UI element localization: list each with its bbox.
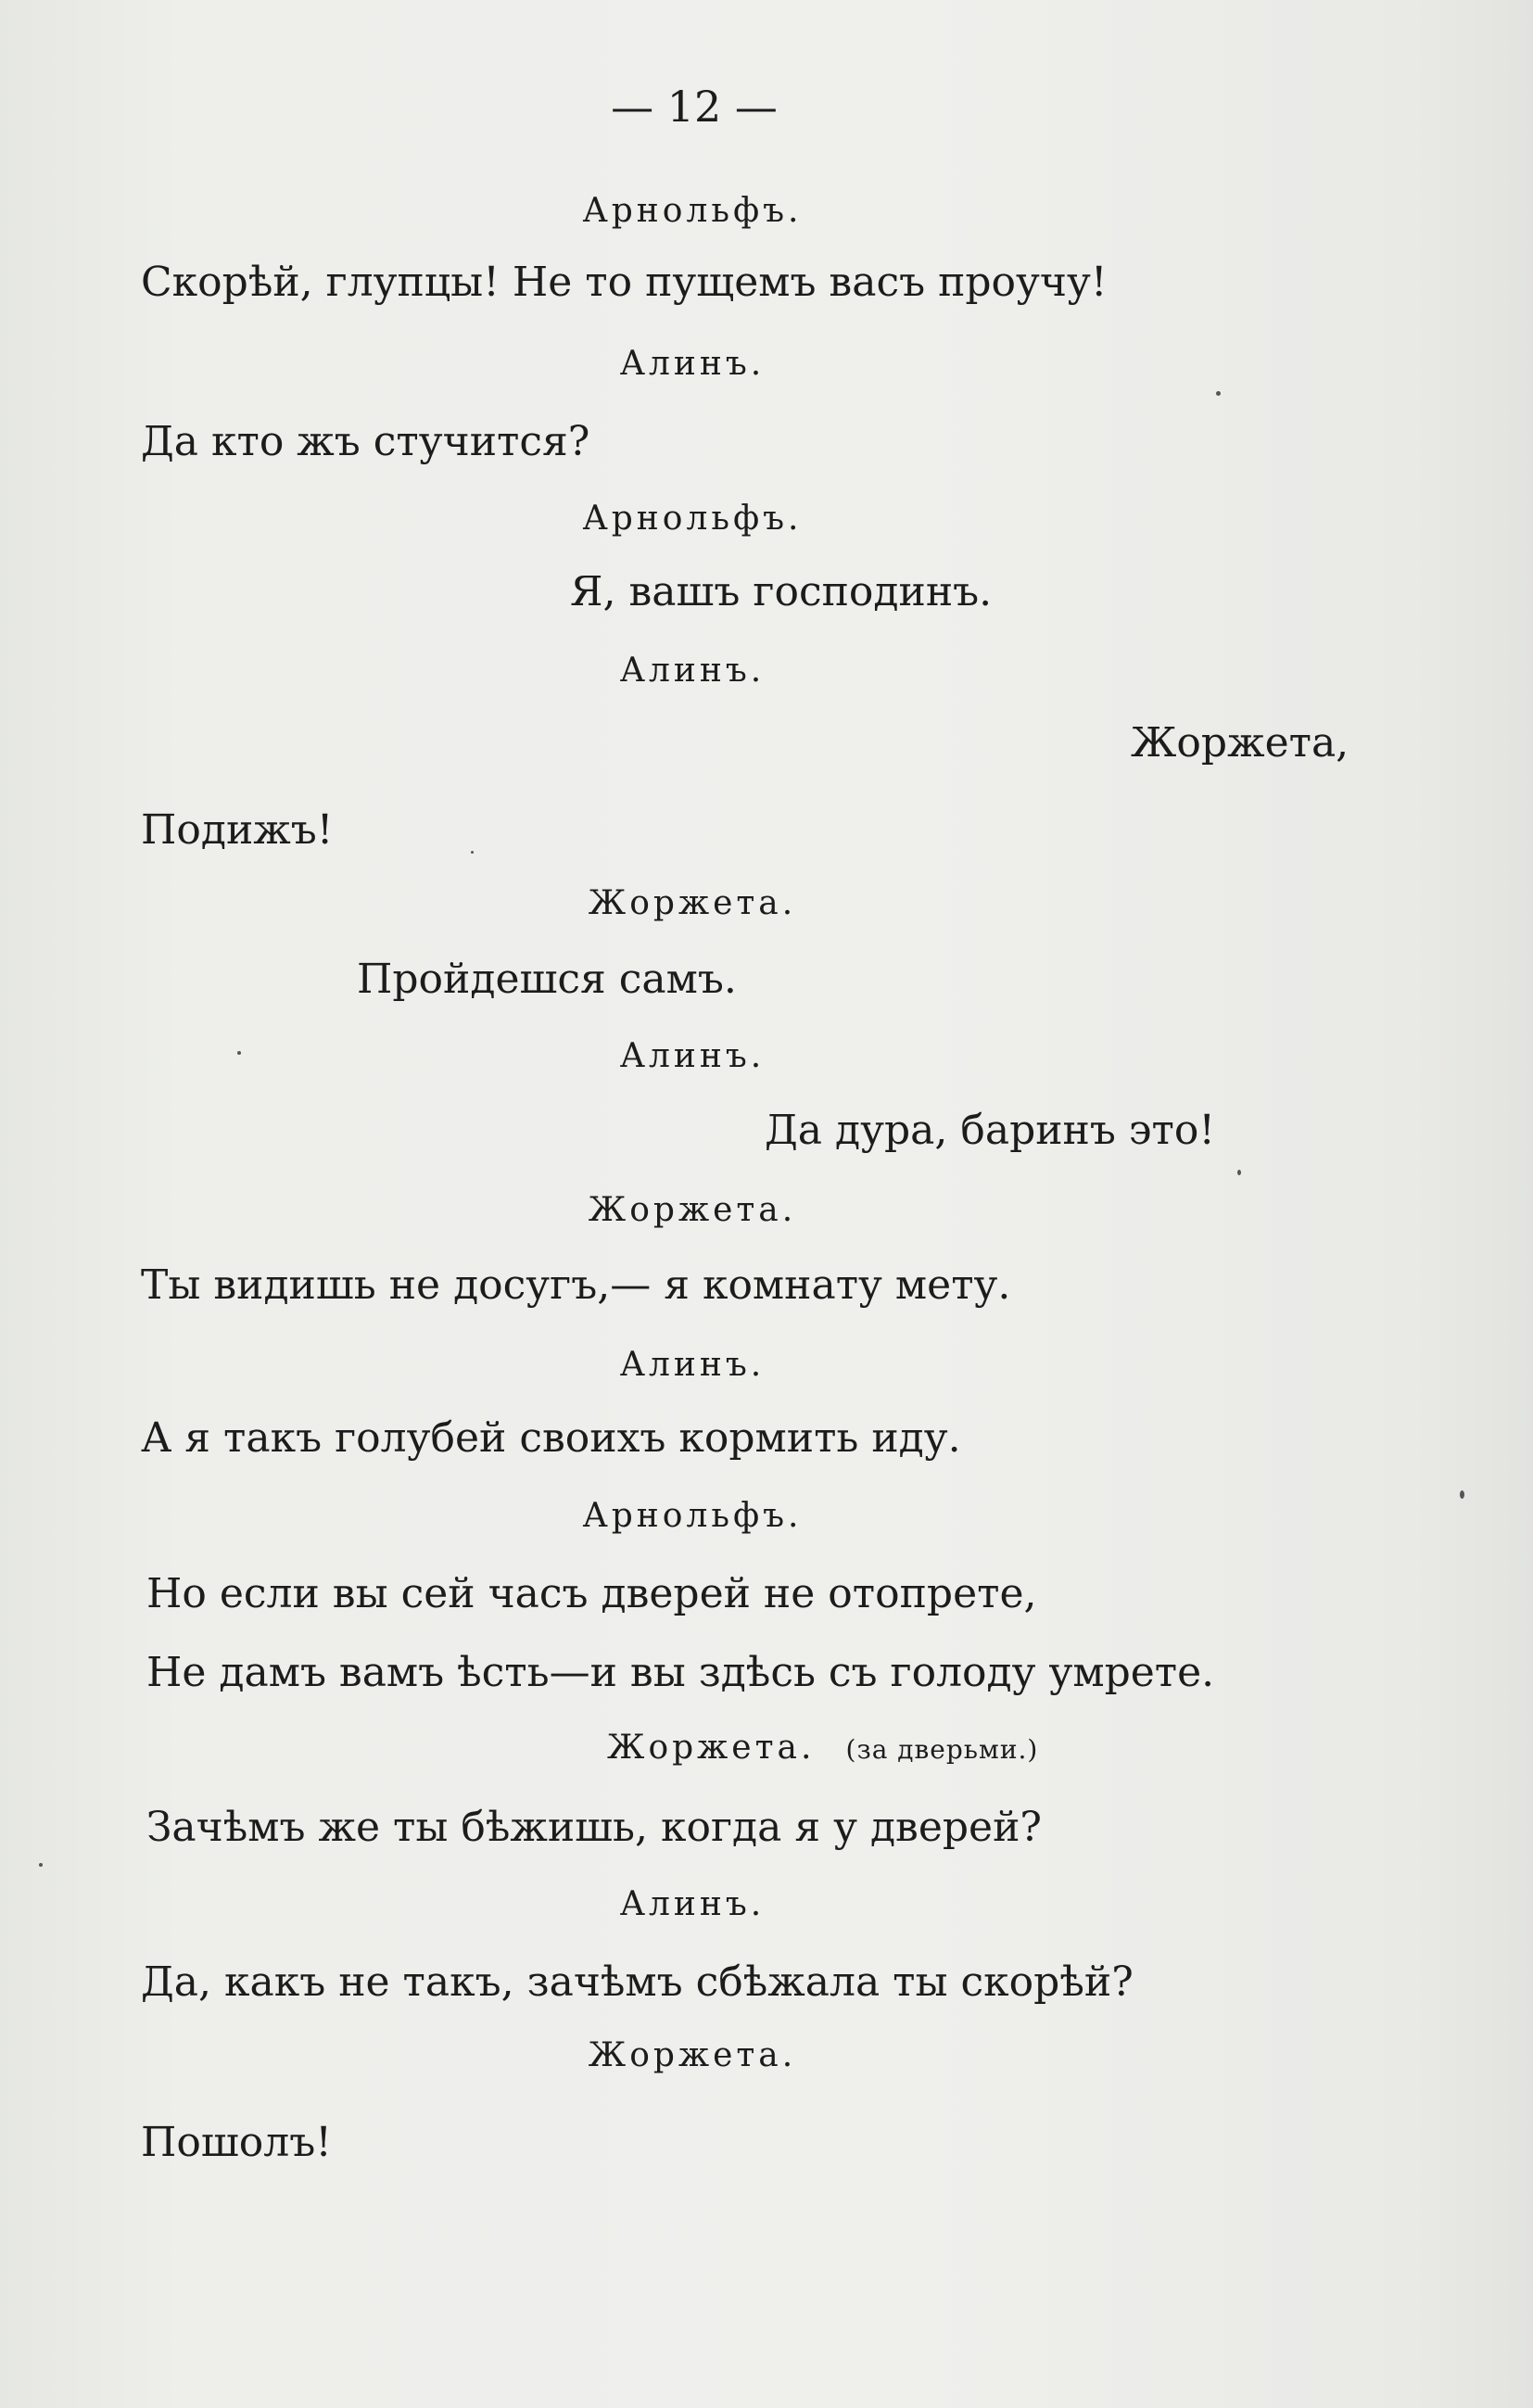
ink-speck [39, 1863, 43, 1867]
speaker-name: Арнольфъ. [582, 500, 803, 538]
stage-direction: (за дверьми.) [845, 1734, 1039, 1765]
verse-line: Да дура, баринъ это! [765, 1107, 1216, 1154]
verse-line: Я, вашъ господинъ. [570, 568, 993, 615]
speaker-name: Арнольфъ. [582, 192, 803, 230]
verse-line: Ты видишь не досугъ,— я комнату мету. [141, 1261, 1011, 1309]
speaker-name: Арнольфъ. [582, 1497, 803, 1535]
speaker-with-stage-direction [607, 1731, 1038, 1765]
verse-line: А я такъ голубей своихъ кормить иду. [141, 1414, 961, 1462]
speaker-name: Жоржета. [588, 1191, 797, 1229]
speaker-name: Алинъ. [619, 1037, 766, 1075]
speaker-name: Жоржета. [607, 1729, 816, 1767]
page-number: — 12 — [611, 82, 778, 132]
verse-line: Жоржета, [1131, 719, 1349, 767]
speaker-name: Алинъ. [619, 1885, 766, 1923]
verse-line: Но если вы сей часъ дверей не отопрете, [146, 1570, 1037, 1617]
verse-line: Пошолъ! [141, 2119, 332, 2166]
verse-line: Скорѣй, глупцы! Не то пущемъ васъ проучу! [141, 259, 1108, 306]
speaker-name: Жоржета. [588, 2036, 797, 2074]
ink-speck [471, 851, 474, 854]
ink-speck [237, 1051, 241, 1055]
verse-line: Зачѣмъ же ты бѣжишь, когда я у дверей? [146, 1804, 1042, 1851]
verse-line: Да, какъ не такъ, зачѣмъ сбѣжала ты скорѣй? [141, 1958, 1134, 2006]
speaker-name: Алинъ. [619, 652, 766, 690]
ink-speck [1460, 1490, 1464, 1499]
verse-line: Не дамъ вамъ ѣсть—и вы здѣсь съ голоду умрете. [146, 1649, 1215, 1696]
speaker-name: Алинъ. [619, 1346, 766, 1384]
speaker-name: Алинъ. [619, 345, 766, 383]
verse-line: Подижъ! [141, 806, 334, 854]
ink-speck [1216, 391, 1221, 396]
ink-speck [1237, 1170, 1241, 1175]
verse-line: Да кто жъ стучится? [141, 418, 590, 465]
speaker-name: Жоржета. [588, 884, 797, 922]
verse-line: Пройдешся самъ. [357, 956, 737, 1003]
